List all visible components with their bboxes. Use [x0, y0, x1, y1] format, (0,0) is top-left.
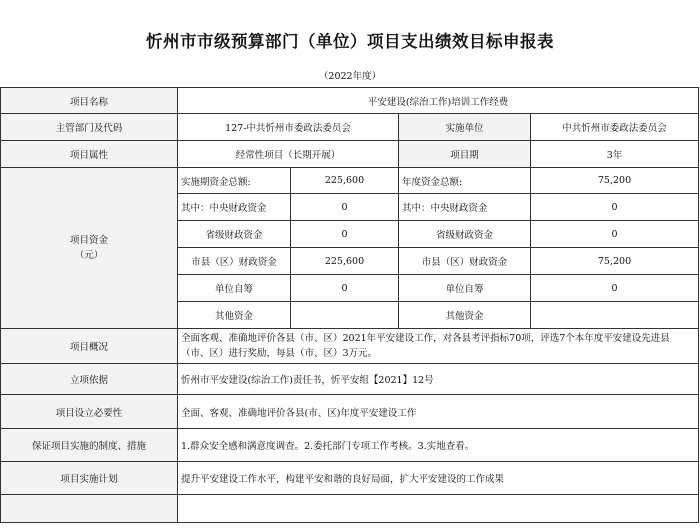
project-period-value: 3年	[531, 141, 699, 168]
project-necessity-label: 项目设立必要性	[1, 395, 178, 429]
project-measures-value: 1.群众安全感和满意度调查。2.委托部门专项工作考核。3.实地查看。	[178, 429, 699, 462]
row-project-name	[1, 88, 699, 114]
performance-form-table	[0, 87, 699, 523]
project-funds-label-line2: （元）	[74, 250, 104, 261]
project-necessity-value: 全面、客观、准确地评价各县(市、区)年度平安建设工作	[178, 395, 699, 429]
project-period-label: 项目期	[399, 141, 531, 168]
row-funds-total	[1, 168, 699, 194]
implementing-unit-label: 实施单位	[399, 114, 531, 141]
project-plan-value: 提升平安建设工作水平，构建平安和谐的良好局面，扩大平安建设的工作成果	[178, 462, 699, 495]
row-basis	[1, 364, 699, 395]
central-funds-value-annual: 0	[531, 194, 699, 221]
annual-funds-label: 年度资金总额:	[399, 168, 531, 194]
city-funds-value-annual: 75,200	[531, 248, 699, 275]
fiscal-year: （2022年度）	[318, 71, 382, 82]
total-funds-label: 实施期资金总额:	[178, 168, 291, 194]
project-basis-label: 立项依据	[1, 364, 178, 395]
project-basis-value: 忻州市平安建设(综治工作)责任书，忻平安组【2021】12号	[178, 364, 699, 395]
page-title: 忻州市市级预算部门（单位）项目支出绩效目标申报表	[146, 32, 554, 51]
project-overview-label: 项目概况	[1, 329, 178, 364]
project-funds-label	[1, 168, 178, 329]
other-funds-value-annual	[531, 302, 699, 329]
city-funds-label-annual: 市县（区）财政资金	[399, 248, 531, 275]
row-plan	[1, 462, 699, 495]
self-funds-label-annual: 单位自筹	[399, 275, 531, 302]
city-funds-label: 市县（区）财政资金	[178, 248, 291, 275]
other-funds-label: 其他资金	[178, 302, 291, 329]
province-funds-label-annual: 省级财政资金	[399, 221, 531, 248]
self-funds-value: 0	[291, 275, 399, 302]
project-attribute-label: 项目属性	[1, 141, 178, 168]
project-name-value: 平安建设(综治工作)培训工作经费	[178, 88, 699, 114]
project-overview-value: 全面客观、准确地评价各县（市、区）2021年平安建设工作，对各县考评指标70项，评选7个本年度平安建设先进县（市、区）进行奖励，每县（市、区）3万元。	[178, 329, 699, 364]
project-attribute-value: 经常性项目（长期开展）	[178, 141, 399, 168]
department-value: 127-中共忻州市委政法委员会	[178, 114, 399, 141]
row-necessity	[1, 395, 699, 429]
province-funds-label: 省级财政资金	[178, 221, 291, 248]
project-name-label: 项目名称	[1, 88, 178, 114]
other-funds-label-annual: 其他资金	[399, 302, 531, 329]
province-funds-value-annual: 0	[531, 221, 699, 248]
row-overview	[1, 329, 699, 364]
department-label: 主管部门及代码	[1, 114, 178, 141]
project-funds-label-line1: 项目资金	[69, 235, 108, 246]
row-blank	[1, 495, 699, 523]
annual-funds-value: 75,200	[531, 168, 699, 194]
row-department	[1, 114, 699, 141]
self-funds-label: 单位自筹	[178, 275, 291, 302]
central-funds-value: 0	[291, 194, 399, 221]
other-funds-value	[291, 302, 399, 329]
project-measures-label: 保证项目实施的制度、措施	[1, 429, 178, 462]
implementing-unit-value: 中共忻州市委政法委员会	[531, 114, 699, 141]
central-funds-label: 其中：中央财政资金	[178, 194, 291, 221]
city-funds-value: 225,600	[291, 248, 399, 275]
blank-label-cell	[1, 495, 178, 523]
self-funds-value-annual: 0	[531, 275, 699, 302]
row-attribute	[1, 141, 699, 168]
total-funds-value: 225,600	[291, 168, 399, 194]
row-measures	[1, 429, 699, 462]
central-funds-label-annual: 其中：中央财政资金	[399, 194, 531, 221]
province-funds-value: 0	[291, 221, 399, 248]
project-plan-label: 项目实施计划	[1, 462, 178, 495]
blank-value-cell	[178, 495, 699, 523]
